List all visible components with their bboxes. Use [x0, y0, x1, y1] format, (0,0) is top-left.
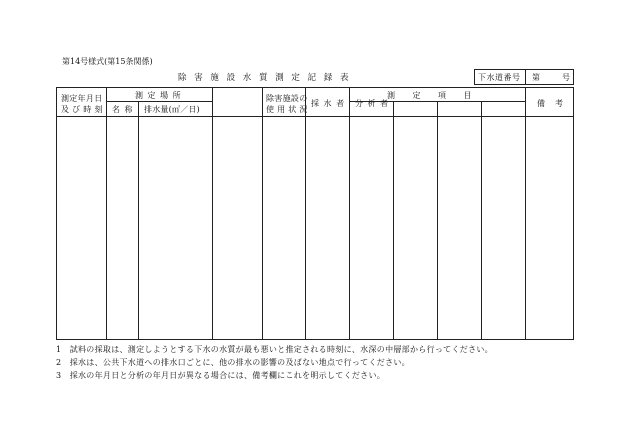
form-title: 除 害 施 設 水 質 測 定 記 録 表	[178, 73, 352, 83]
sewer-number-label: 下水道番号	[478, 73, 521, 82]
header-name: 名 称	[112, 105, 134, 114]
record-table	[56, 87, 574, 340]
note-1: 1 試料の採取は、測定しようとする下水の水質が最も悪いと推定される時刻に、水深の中層部から行ってください。	[56, 345, 493, 354]
header-sampler: 採 水 者	[311, 99, 346, 108]
header-remarks: 備 考	[537, 99, 564, 108]
header-bottom-rule	[57, 116, 573, 117]
col-rule-analyst	[349, 88, 350, 339]
header-location: 測 定 場 所	[135, 91, 182, 100]
col-rule-date	[106, 88, 107, 339]
col-rule-items	[525, 88, 526, 339]
sewer-number-box	[474, 69, 574, 85]
note-2: 2 採水は、公共下水道への排水口ごとに、他の排水の影響の及ばない地点で行ってください。	[56, 358, 410, 367]
header-date-line1: 測定年月日	[61, 94, 103, 103]
form-number: 第14号様式(第15条関係)	[62, 57, 153, 66]
note-3: 3 採水の年月日と分析の年月日が異なる場合には、備考欄にこれを明示してください。	[56, 371, 386, 380]
header-facility-line2: 使 用 状 況	[266, 105, 308, 114]
col-rule-item-2	[437, 101, 438, 339]
col-rule-facility	[262, 88, 263, 339]
location-subrule	[106, 101, 212, 102]
header-date-line2: 及 び 時 刻	[61, 105, 103, 114]
col-rule-item-3	[481, 101, 482, 339]
sewer-box-divider	[525, 70, 526, 84]
col-rule-location	[212, 88, 213, 339]
sewer-number-prefix: 第	[532, 73, 541, 82]
sewer-number-suffix: 号	[562, 73, 571, 82]
header-facility-line1: 除害施設の	[266, 94, 308, 103]
header-analyst: 分 析 者	[355, 99, 390, 108]
col-rule-name	[138, 101, 139, 339]
col-rule-sampler	[305, 88, 306, 339]
col-rule-item-1	[393, 101, 394, 339]
header-volume: 排水量(㎥／日)	[144, 105, 200, 114]
header-items: 測 定 項 目	[387, 91, 472, 100]
